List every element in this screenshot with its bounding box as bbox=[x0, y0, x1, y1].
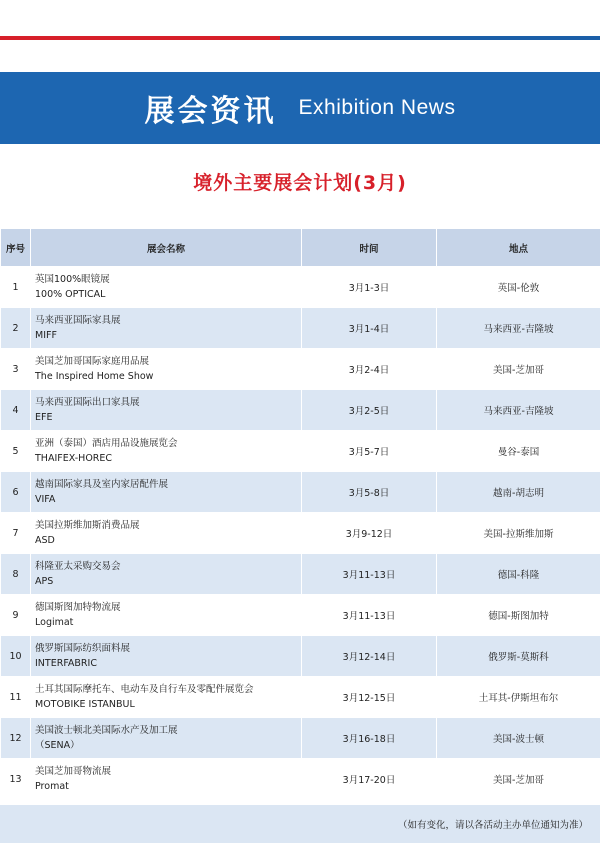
cell-date: 3月1-4日 bbox=[302, 308, 437, 349]
exhibition-name-en: The Inspired Home Show bbox=[35, 371, 154, 382]
header-place: 地点 bbox=[437, 229, 600, 267]
table-row bbox=[1, 308, 600, 349]
exhibition-name-cn: 美国波士顿北美国际水产及加工展 bbox=[35, 725, 178, 736]
cell-no: 5 bbox=[1, 431, 31, 472]
cell-name bbox=[31, 677, 302, 718]
table-row bbox=[1, 759, 600, 800]
exhibition-name-en: Promat bbox=[35, 781, 69, 792]
exhibition-name-en: THAIFEX-HOREC bbox=[35, 453, 113, 464]
exhibition-name-cn: 越南国际家具及室内家居配件展 bbox=[35, 479, 169, 490]
cell-date: 3月11-13日 bbox=[302, 554, 437, 595]
banner-title-en: Exhibition News bbox=[298, 96, 456, 119]
cell-no: 13 bbox=[1, 759, 31, 800]
cell-name bbox=[31, 759, 302, 800]
cell-no: 2 bbox=[1, 308, 31, 349]
cell-date: 3月9-12日 bbox=[302, 513, 437, 554]
cell-place: 美国-芝加哥 bbox=[437, 759, 600, 800]
cell-place: 越南-胡志明 bbox=[437, 472, 600, 513]
table-row bbox=[1, 718, 600, 759]
exhibition-name-cn: 英国100%眼镜展 bbox=[35, 274, 110, 285]
cell-place: 德国-科隆 bbox=[437, 554, 600, 595]
cell-no: 4 bbox=[1, 390, 31, 431]
exhibition-name-cn: 俄罗斯国际纺织面料展 bbox=[35, 643, 131, 654]
top-accent-red bbox=[0, 36, 280, 40]
top-accent-line bbox=[0, 36, 600, 40]
exhibition-name-cn: 土耳其国际摩托车、电动车及自行车及零配件展览会 bbox=[35, 684, 254, 695]
exhibition-name-cn: 科隆亚太采购交易会 bbox=[35, 561, 121, 572]
cell-name bbox=[31, 390, 302, 431]
cell-no: 10 bbox=[1, 636, 31, 677]
exhibition-name-cn: 亚洲（泰国）酒店用品设施展览会 bbox=[35, 438, 178, 449]
table-row bbox=[1, 554, 600, 595]
table-row bbox=[1, 472, 600, 513]
cell-place: 俄罗斯-莫斯科 bbox=[437, 636, 600, 677]
exhibition-name-en: Logimat bbox=[35, 617, 74, 628]
table-row bbox=[1, 677, 600, 718]
table-header-row bbox=[1, 229, 600, 267]
footer-note-bar bbox=[0, 805, 600, 843]
table-row bbox=[1, 595, 600, 636]
cell-date: 3月5-7日 bbox=[302, 431, 437, 472]
header-no: 序号 bbox=[1, 229, 31, 267]
page-subtitle: 境外主要展会计划(3月) bbox=[193, 172, 407, 194]
table-row bbox=[1, 431, 600, 472]
exhibition-name-en: INTERFABRIC bbox=[35, 658, 97, 669]
exhibition-name-en: 100% OPTICAL bbox=[35, 289, 106, 300]
cell-place: 马来西亚-吉隆坡 bbox=[437, 390, 600, 431]
exhibition-name-cn: 美国芝加哥国际家庭用品展 bbox=[35, 356, 150, 367]
cell-name bbox=[31, 554, 302, 595]
exhibition-name-en: MIFF bbox=[35, 330, 57, 341]
exhibition-name-cn: 德国斯图加特物流展 bbox=[35, 602, 121, 613]
exhibition-table bbox=[0, 228, 600, 800]
cell-date: 3月12-15日 bbox=[302, 677, 437, 718]
banner-title-cn: 展会资讯 bbox=[144, 94, 277, 129]
top-accent-blue bbox=[280, 36, 600, 40]
cell-date: 3月2-5日 bbox=[302, 390, 437, 431]
exhibition-name-en: ASD bbox=[35, 535, 55, 546]
cell-no: 11 bbox=[1, 677, 31, 718]
cell-place: 马来西亚-吉隆坡 bbox=[437, 308, 600, 349]
cell-name bbox=[31, 718, 302, 759]
cell-name bbox=[31, 267, 302, 308]
cell-date: 3月2-4日 bbox=[302, 349, 437, 390]
cell-no: 1 bbox=[1, 267, 31, 308]
cell-place: 美国-芝加哥 bbox=[437, 349, 600, 390]
cell-date: 3月12-14日 bbox=[302, 636, 437, 677]
table-row bbox=[1, 513, 600, 554]
cell-place: 美国-波士顿 bbox=[437, 718, 600, 759]
cell-place: 德国-斯图加特 bbox=[437, 595, 600, 636]
table-row bbox=[1, 390, 600, 431]
cell-name bbox=[31, 431, 302, 472]
exhibition-name-cn: 马来西亚国际出口家具展 bbox=[35, 397, 140, 408]
cell-no: 9 bbox=[1, 595, 31, 636]
cell-name bbox=[31, 349, 302, 390]
cell-name bbox=[31, 595, 302, 636]
table-row bbox=[1, 267, 600, 308]
table-row bbox=[1, 349, 600, 390]
cell-date: 3月1-3日 bbox=[302, 267, 437, 308]
exhibition-name-en: VIFA bbox=[35, 494, 56, 505]
section-banner bbox=[0, 72, 600, 144]
footer-note: （如有变化，请以各活动主办单位通知为准） bbox=[397, 820, 588, 831]
cell-place: 曼谷-泰国 bbox=[437, 431, 600, 472]
cell-name bbox=[31, 636, 302, 677]
cell-date: 3月16-18日 bbox=[302, 718, 437, 759]
exhibition-name-cn: 美国芝加哥物流展 bbox=[35, 766, 112, 777]
cell-no: 3 bbox=[1, 349, 31, 390]
cell-name bbox=[31, 308, 302, 349]
cell-no: 6 bbox=[1, 472, 31, 513]
exhibition-name-en: APS bbox=[35, 576, 54, 587]
exhibition-name-cn: 马来西亚国际家具展 bbox=[35, 315, 121, 326]
cell-place: 英国-伦敦 bbox=[437, 267, 600, 308]
header-date: 时间 bbox=[302, 229, 437, 267]
exhibition-name-en: MOTOBIKE ISTANBUL bbox=[35, 699, 135, 710]
cell-no: 12 bbox=[1, 718, 31, 759]
header-name: 展会名称 bbox=[31, 229, 302, 267]
cell-date: 3月11-13日 bbox=[302, 595, 437, 636]
cell-place: 土耳其-伊斯坦布尔 bbox=[437, 677, 600, 718]
cell-date: 3月17-20日 bbox=[302, 759, 437, 800]
exhibition-name-en: EFE bbox=[35, 412, 53, 423]
bottom-edge bbox=[0, 843, 600, 848]
table-body bbox=[1, 267, 600, 800]
table-row bbox=[1, 636, 600, 677]
exhibition-name-cn: 美国拉斯维加斯消费品展 bbox=[35, 520, 140, 531]
cell-no: 7 bbox=[1, 513, 31, 554]
cell-place: 美国-拉斯维加斯 bbox=[437, 513, 600, 554]
cell-name bbox=[31, 472, 302, 513]
cell-name bbox=[31, 513, 302, 554]
cell-no: 8 bbox=[1, 554, 31, 595]
cell-date: 3月5-8日 bbox=[302, 472, 437, 513]
exhibition-name-en: （SENA） bbox=[35, 740, 80, 751]
